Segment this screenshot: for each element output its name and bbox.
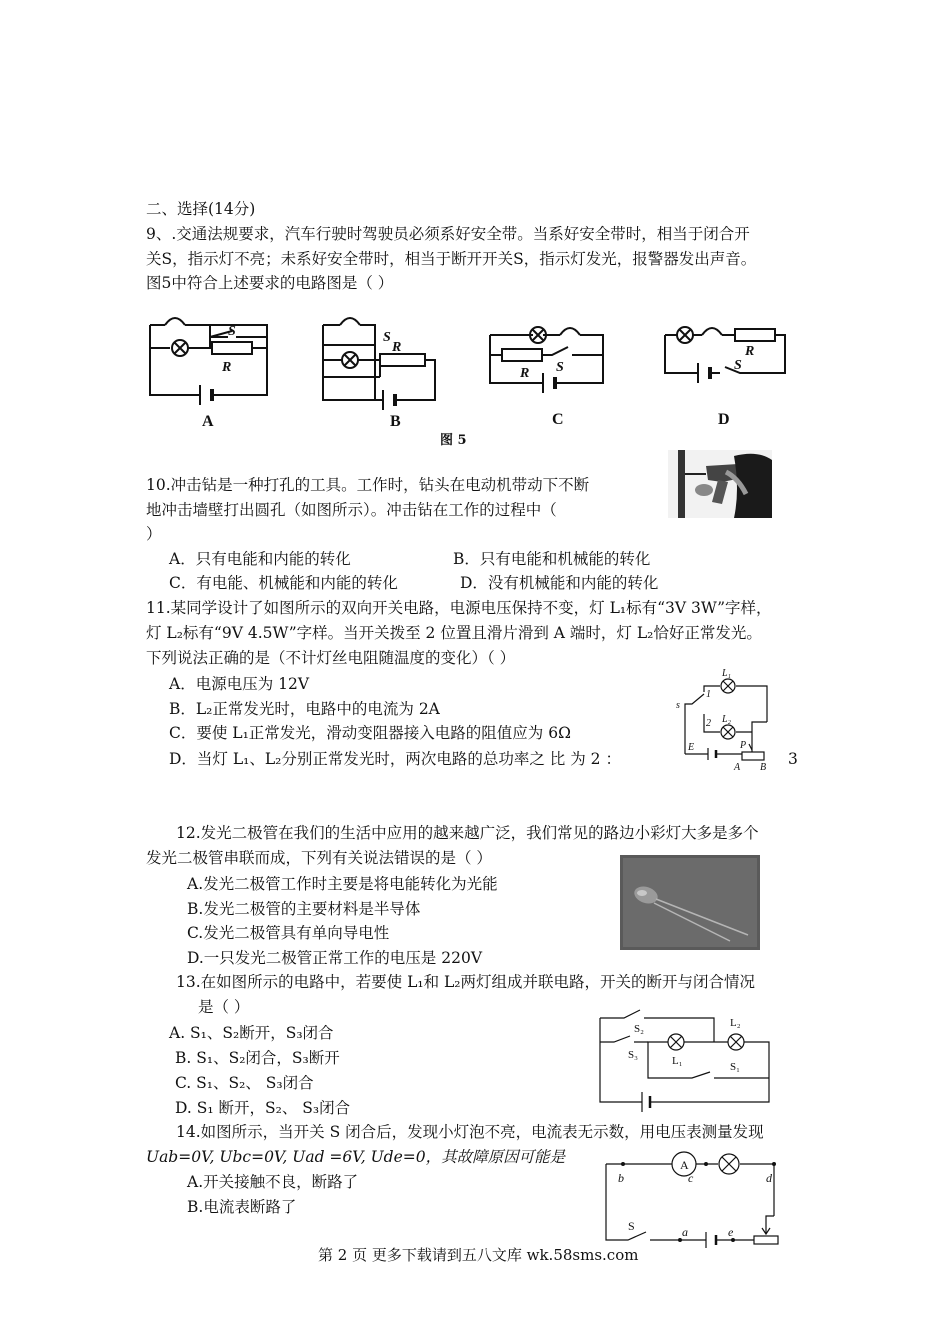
- q13-label-s2: S₂: [634, 1023, 644, 1035]
- q13-label-s3: S₃: [628, 1049, 638, 1061]
- option-label-b: B: [390, 413, 401, 430]
- q12-option-b: B.发光二极管的主要材料是半导体: [187, 900, 421, 918]
- q14-label-s: S: [628, 1219, 635, 1233]
- section-title: 二、选择(14分): [146, 200, 256, 218]
- q11-option-c: C．要使 L₁正常发光，滑动变阻器接入电路的阻值应为 6Ω: [169, 724, 571, 742]
- q11-option-a: A．电源电压为 12V: [169, 675, 310, 693]
- q14-label-a: a: [682, 1225, 688, 1239]
- q12-line-2: 发光二极管串联而成，下列有关说法错误的是（ ）: [146, 849, 492, 867]
- q14-label-c: c: [688, 1171, 694, 1185]
- q11-label-1: 1: [706, 689, 711, 700]
- q10-option-a: A．只有电能和内能的转化: [169, 550, 351, 568]
- q14-line-1: 14.如图所示，当开关 S 闭合后，发现小灯泡不亮，电流表无示数，用电压表测量发现: [176, 1123, 764, 1141]
- q10-line-3: ）: [146, 525, 162, 543]
- q9-line-1: 9、.交通法规要求，汽车行驶时驾驶员必须系好安全带。当系好安全带时，相当于闭合开: [146, 225, 750, 243]
- q14-label-e: e: [728, 1225, 734, 1239]
- q12-line-1: 12.发光二极管在我们的生活中应用的越来越广泛，我们常见的路边小彩灯大多是多个: [176, 824, 759, 842]
- q11-option-b: B．L₂正常发光时，电路中的电流为 2A: [169, 700, 440, 718]
- q13-option-c: C. S₁、S₂、 S₃闭合: [175, 1074, 314, 1092]
- q10-line-1: 10.冲击钻是一种打孔的工具。工作时，钻头在电动机带动下不断: [146, 476, 590, 494]
- figure-5-caption: 图 5: [440, 433, 467, 448]
- q14-option-b: B.电流表断路了: [187, 1198, 297, 1216]
- q14-label-b: b: [618, 1171, 624, 1185]
- circuit-d-resistor-label: R: [745, 344, 755, 359]
- q11-label-a: A: [734, 762, 741, 773]
- q13-option-d: D. S₁ 断开，S₂、 S₃闭合: [175, 1099, 351, 1117]
- q14-line-2: Uab=0V, Ubc=0V, Uad =6V, Ude=0，其故障原因可能是: [146, 1148, 566, 1166]
- q14-label-d: d: [766, 1171, 772, 1185]
- q10-option-b: B．只有电能和机械能的转化: [453, 550, 651, 568]
- circuit-b-resistor-label: R: [392, 340, 402, 355]
- impact-drill-photo: [668, 450, 772, 518]
- q13-parallel-circuit: [592, 1000, 777, 1118]
- q12-option-d: D.一只发光二极管正常工作的电压是 220V: [187, 949, 483, 967]
- circuit-b-switch-label: S: [383, 330, 391, 345]
- q13-label-l1: L₁: [672, 1055, 683, 1067]
- q11-option-d-tail: 3: [788, 750, 798, 768]
- page-footer: 第 2 页 更多下载请到五八文库 wk.58sms.com: [318, 1246, 639, 1264]
- circuit-c-switch-label: S: [556, 360, 564, 375]
- circuit-a-switch-label: S: [228, 324, 236, 339]
- q9-line-3: 图5中符合上述要求的电路图是（ ）: [146, 274, 394, 292]
- option-label-c: C: [552, 411, 564, 428]
- q12-option-c: C.发光二极管具有单向导电性: [187, 924, 390, 942]
- q13-line-1: 13.在如图所示的电路中，若要使 L₁和 L₂两灯组成并联电路，开关的断开与闭合情况: [176, 973, 756, 991]
- q10-option-c: C．有电能、机械能和内能的转化: [169, 574, 398, 592]
- option-label-d: D: [718, 411, 730, 428]
- q10-option-d: D．没有机械能和内能的转化: [460, 574, 659, 592]
- q10-line-2: 地冲击墙壁打出圆孔（如图所示）。冲击钻在工作的过程中（: [146, 501, 557, 519]
- q11-line-1: 11.某同学设计了如图所示的双向开关电路，电源电压保持不变，灯 L₁标有“3V 3W”字样，: [146, 599, 772, 617]
- q11-label-s: s: [676, 700, 680, 711]
- circuit-a-resistor-label: R: [222, 360, 232, 375]
- q11-line-2: 灯 L₂标有“9V 4.5W”字样。当开关拨至 2 位置且滑片滑到 A 端时，灯 L₂恰好正常发光。: [146, 624, 762, 642]
- q13-line-2: 是（ ）: [198, 998, 250, 1016]
- q14-fault-circuit: [598, 1150, 783, 1250]
- option-label-a: A: [202, 413, 214, 430]
- q11-line-3: 下列说法正确的是（不计灯丝电阻随温度的变化）（ ）: [146, 649, 516, 667]
- q13-label-s1: S₁: [730, 1061, 740, 1073]
- q11-label-l2: L₂: [722, 714, 732, 725]
- q9-line-2: 关S，指示灯不亮；未系好安全带时，相当于断开开关S，指示灯发光，报警器发出声音。: [146, 250, 757, 268]
- q11-label-p: P: [740, 740, 747, 751]
- q11-label-l1: L₁: [722, 668, 732, 679]
- q11-label-2: 2: [706, 718, 711, 729]
- q14-ammeter-label: A: [680, 1158, 689, 1172]
- led-photo: [620, 855, 760, 950]
- q11-option-d: D．当灯 L₁、L₂分别正常发光时，两次电路的总功率之 比 为 2 ：: [169, 750, 621, 768]
- q11-label-b: B: [760, 762, 767, 773]
- circuit-b: [323, 318, 435, 410]
- q12-option-a: A.发光二极管工作时主要是将电能转化为光能: [187, 875, 498, 893]
- q13-option-b: B. S₁、S₂闭合，S₃断开: [175, 1049, 340, 1067]
- circuit-c: [490, 327, 603, 393]
- figure-5-circuits: [140, 305, 800, 445]
- q11-label-e: E: [688, 742, 695, 753]
- q14-option-a: A.开关接触不良，断路了: [187, 1173, 359, 1191]
- q13-option-a: A. S₁、S₂断开，S₃闭合: [169, 1024, 334, 1042]
- q11-double-switch-circuit: [670, 664, 775, 774]
- circuit-d-switch-label: S: [734, 358, 742, 373]
- q13-label-l2: L₂: [730, 1017, 741, 1029]
- circuit-d: [665, 327, 785, 383]
- circuit-c-resistor-label: R: [520, 366, 530, 381]
- circuit-a: [150, 318, 267, 405]
